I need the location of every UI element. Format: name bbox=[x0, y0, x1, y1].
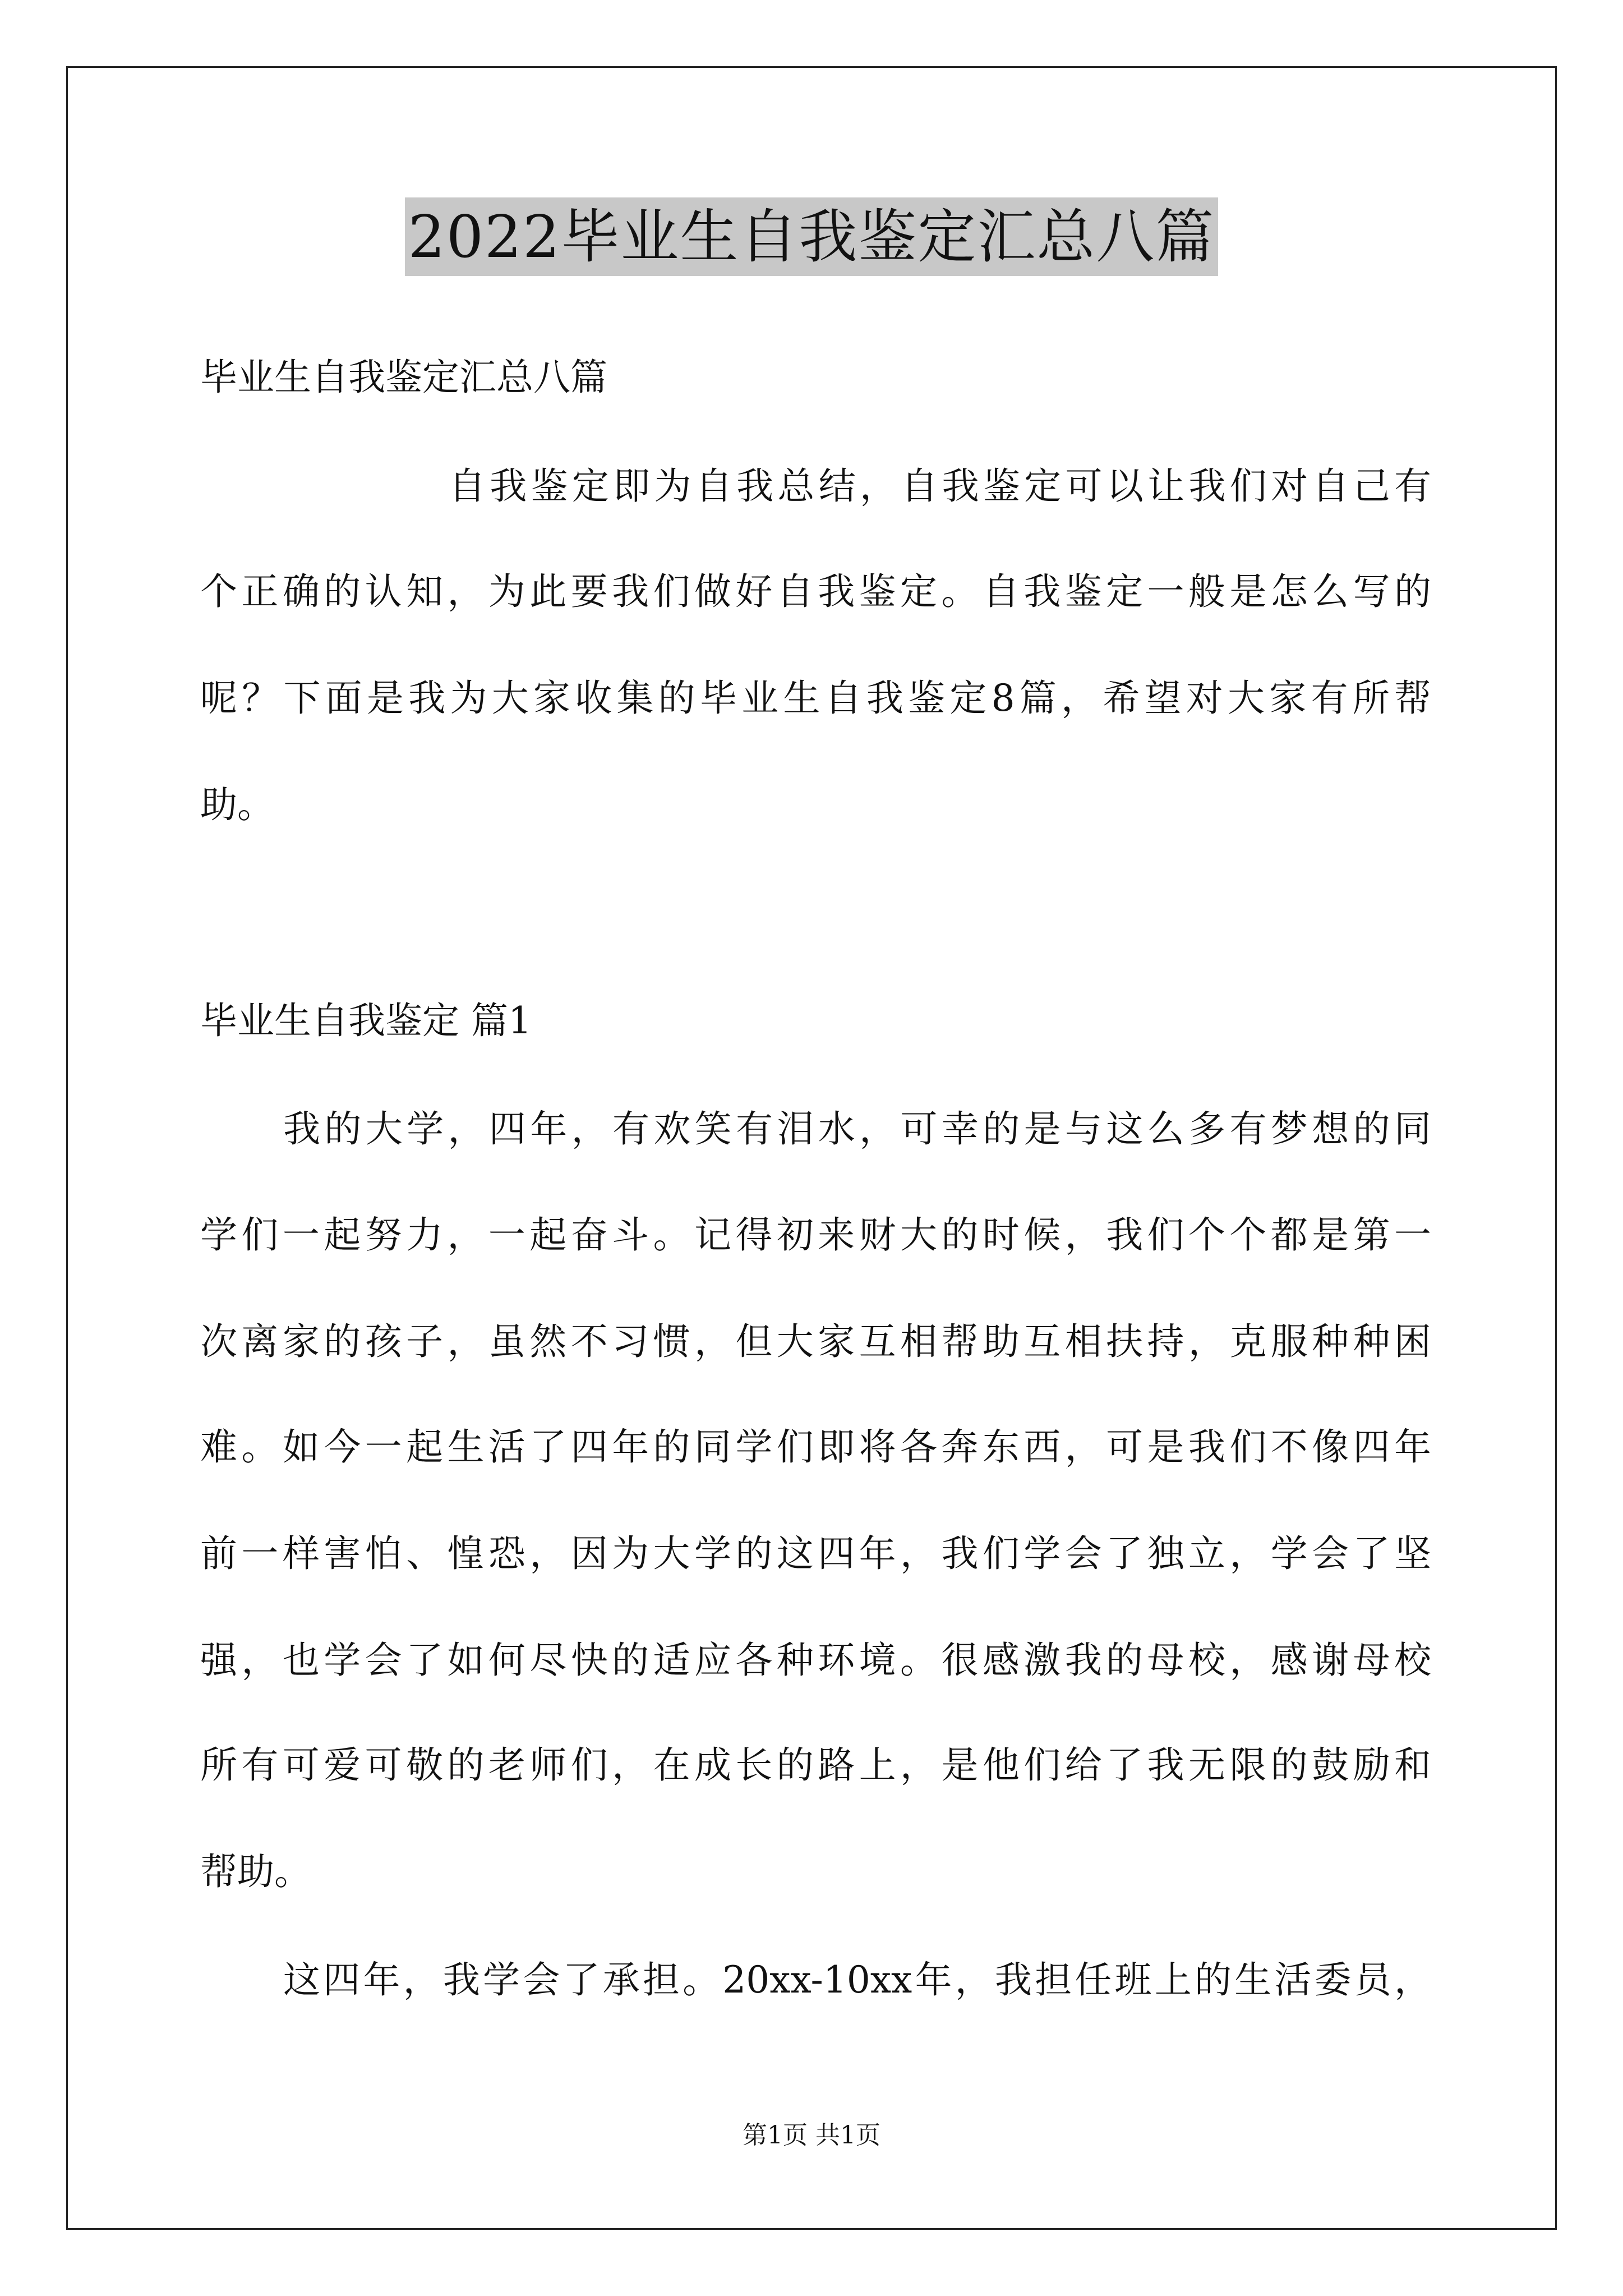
intro-line: 呢？下面是我为大家收集的毕业生自我鉴定8篇，希望对大家有所帮 bbox=[200, 677, 1431, 720]
intro-line: 自我鉴定即为自我总结，自我鉴定可以让我们对自己有 bbox=[449, 464, 1431, 508]
intro-line: 个正确的认知，为此要我们做好自我鉴定。自我鉴定一般是怎么写的 bbox=[200, 570, 1431, 613]
paragraph-line: 前一样害怕、惶恐，因为大学的这四年，我们学会了独立，学会了坚 bbox=[200, 1532, 1431, 1575]
paragraph-line: 帮助。 bbox=[200, 1850, 311, 1893]
intro-line: 助。 bbox=[200, 783, 274, 826]
paragraph-line: 这四年，我学会了承担。20xx-10xx年，我担任班上的生活委员， bbox=[283, 1958, 1431, 2001]
document-title: 2022毕业生自我鉴定汇总八篇 bbox=[405, 197, 1219, 276]
paragraph-line: 难。如今一起生活了四年的同学们即将各奔东西，可是我们不像四年 bbox=[200, 1425, 1431, 1469]
title-container bbox=[0, 197, 1623, 276]
section-heading: 毕业生自我鉴定 篇1 bbox=[200, 999, 532, 1042]
paragraph-line: 次离家的孩子，虽然不习惯，但大家互相帮助互相扶持，克服种种困 bbox=[200, 1320, 1431, 1363]
paragraph-line: 学们一起努力，一起奋斗。记得初来财大的时候，我们个个都是第一 bbox=[200, 1213, 1431, 1257]
paragraph-line: 强，也学会了如何尽快的适应各种环境。很感激我的母校，感谢母校 bbox=[200, 1639, 1431, 1682]
subtitle: 毕业生自我鉴定汇总八篇 bbox=[200, 356, 607, 399]
paragraph-line: 所有可爱可敬的老师们，在成长的路上，是他们给了我无限的鼓励和 bbox=[200, 1743, 1431, 1787]
page-footer: 第1页 共1页 bbox=[743, 2121, 880, 2150]
paragraph-line: 我的大学，四年，有欢笑有泪水，可幸的是与这么多有梦想的同 bbox=[283, 1107, 1431, 1151]
